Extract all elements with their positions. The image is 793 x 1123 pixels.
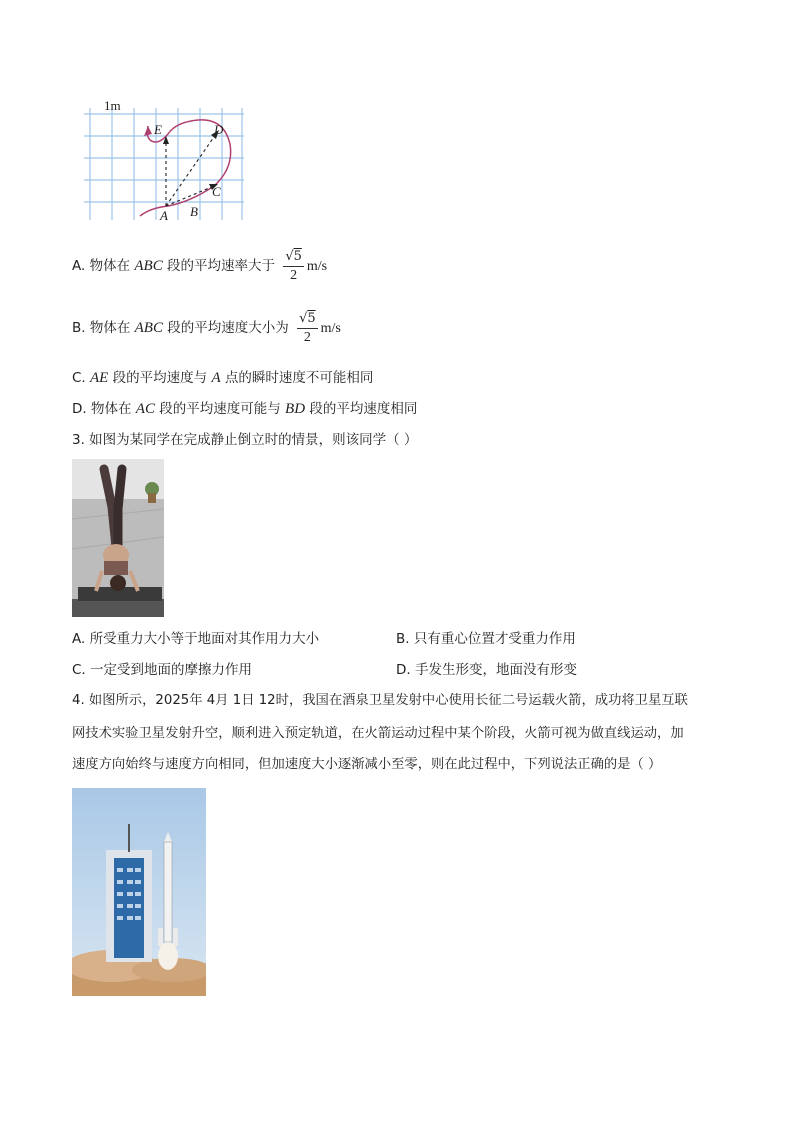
scale-label: 1m: [104, 98, 121, 113]
point-label-c: C: [212, 184, 221, 199]
q3-option-a: A. 所受重力大小等于地面对其作用力大小: [72, 631, 320, 647]
option-c: C. AE 段的平均速度与 A 点的瞬时速度不可能相同: [72, 370, 374, 386]
option-b: B. 物体在 ABC 段的平均速度大小为 $\frac{√5}{2}$ m/s: [72, 310, 341, 345]
question-4-line-3: 速度方向始终与速度方向相同，但加速度大小逐渐减小至零，则在此过程中，下列说法正确的是（ ）: [72, 757, 662, 772]
point-label-a: A: [160, 208, 168, 223]
q3-option-b: B. 只有重心位置才受重力作用: [396, 631, 576, 647]
question-3-stem: 3. 如图为某同学在完成静止倒立时的情景，则该同学（ ）: [72, 432, 418, 448]
point-label-d: D: [214, 122, 224, 137]
point-label-b: B: [190, 204, 198, 219]
question-4-line-1: 4. 如图所示，2025年 4月 1日 12时，我国在酒泉卫星发射中心使用长征二号运载火箭，成功将卫星互联: [72, 693, 688, 708]
rocket-launch-photo: [72, 788, 206, 996]
option-a: A. 物体在 ABC 段的平均速率大于 $\frac{√5}{2}$ m/s: [72, 248, 328, 283]
headstand-photo: [72, 459, 164, 617]
grid-trajectory-diagram: [78, 96, 250, 224]
point-label-e: E: [154, 122, 162, 137]
question-4-line-2: 网技术实验卫星发射升空，顺利进入预定轨道，在火箭运动过程中某个阶段，火箭可视为做直线运动，加: [72, 726, 684, 741]
q3-option-c: C. 一定受到地面的摩擦力作用: [72, 662, 253, 678]
q3-option-d: D. 手发生形变，地面没有形变: [396, 662, 577, 678]
option-d: D. 物体在 AC 段的平均速度可能与 BD 段的平均速度相同: [72, 401, 418, 417]
